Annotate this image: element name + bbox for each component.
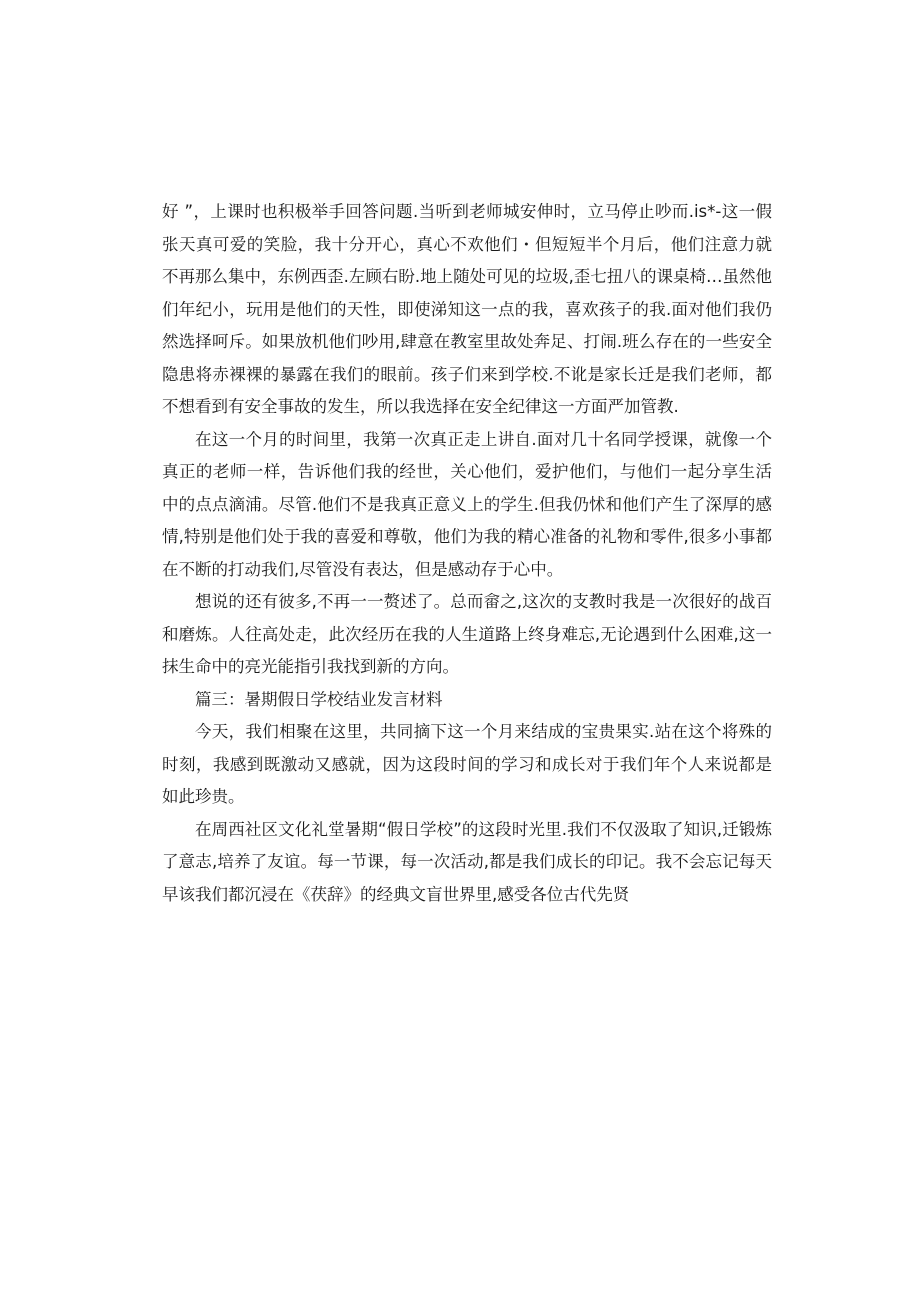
paragraph-1: 好 ”，上课时也积极举手回答问题.当听到老师城安伸时，立马停止吵而.is*-这一假张天真可爱的笑脸，我十分开心，真心不欢他们・但短短半个月后，他们注意力就不再那么集中，东例西歪.左顾右盼.地上随处可见的垃圾,歪七扭八的课桌椅…虽然他们年纪小，玩用是他们的天性，即使涕知这一点的我，喜欢孩子的我.面对他们我仍然选择呵斥。如果放机他们吵用,肆意在教室里故处奔足、打闹.班么存在的一些安全隐患将赤裸裸的暴露在我们的眼前。孩子们来到学校.不讹是家长迁是我们老师，都不想看到有安全事故的发生，所以我选择在安全纪律这一方面严加管教. [162,202,772,416]
paragraph-4: 今天，我们相聚在这里，共同摘下这一个月来结成的宝贵果实.站在这个将殊的时刻，我感到既激动又感就，因为这段时间的学习和成长对于我们年个人来说都是如此珍贵。 [162,722,772,806]
paragraph-5: 在周西社区文化礼堂暑期“假日学校”的这段时光里.我们不仅汲取了知识,迁锻炼了意志,培养了友谊。每一节课，每一次活动,都是我们成长的印记。我不会忘记每天早该我们都沉浸在《茯辞》的经典文盲世界里,感受各位古代先贤 [162,819,772,904]
paragraph-2: 在这一个月的时间里，我第一次真正走上讲自.面对几十名同学授课，就像一个真正的老师一样，告诉他们我的经世，关心他们，爱护他们，与他们一起分享生活中的点点滴浦。尽管.他们不是我真正意义上的学生.但我仍怵和他们产生了深厚的感情,特别是他们处于我的喜爱和尊敬，他们为我的精心准备的礼物和零件,很多小事都在不断的打动我们,尽管没有表达，但是感动存于心中。 [162,429,772,579]
paragraph-3: 想说的还有彼多,不再一一赘述了。总而畲之,这次的支教时我是一次很好的战百和磨炼。人往高处走，此次经历在我的人生道路上终身难忘,无论遇到什么困难,这一抹生命中的亮光能指引我找到新的方向。 [162,592,772,676]
section-heading: 篇三：暑期假日学校结业发言材料 [195,689,443,709]
document-body [162,196,772,911]
